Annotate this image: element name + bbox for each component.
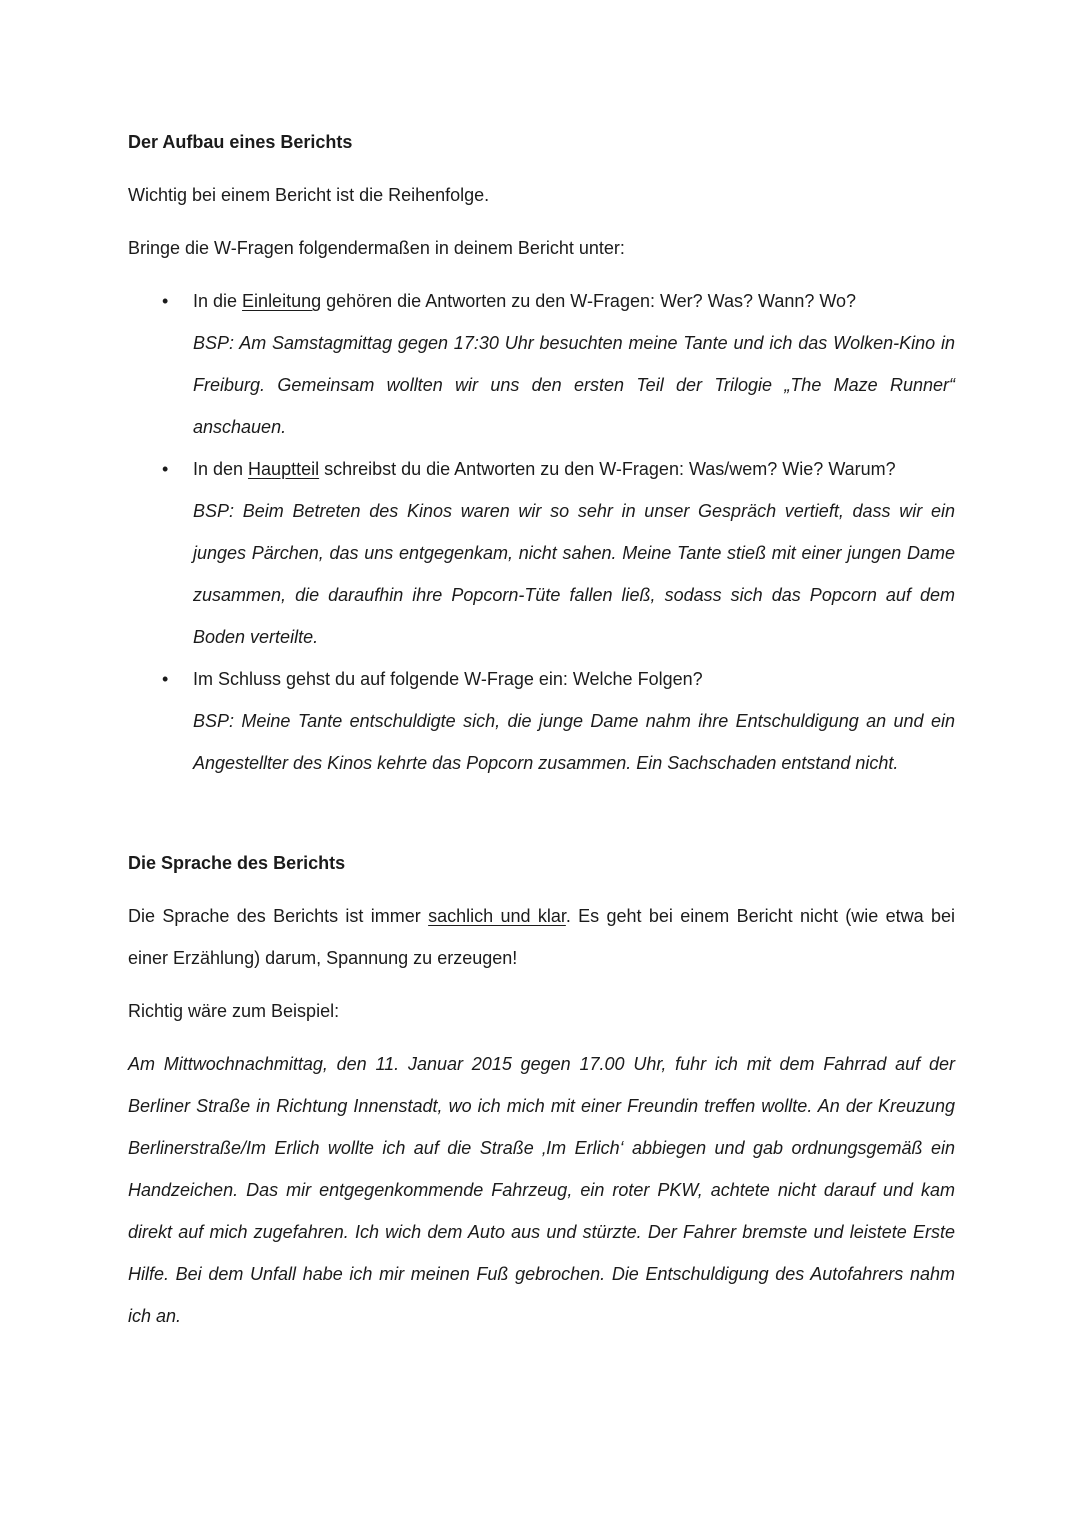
section1-paragraph-1: Wichtig bei einem Bericht ist die Reihenfolge. [128, 185, 490, 205]
list-item-lead: In die [193, 291, 243, 311]
section2-example-paragraph: Am Mittwochnachmittag, den 11. Januar 2015 gegen 17.00 Uhr, fuhr ich mit dem Fahrrad auf der Berliner Straße in Richtung Innenstadt, wo ich mich mit einer Freundin treffen wollte. An der Kreuzung Berlinerstraße/Im Erlich wollte ich auf die Straße ‚Im Erlich‘ abbiegen und gab ordnungsgemäß ein Handzeichen. Das mir entgegenkommende Fahrzeug, ein roter PKW, achtete nicht darauf und kam direkt auf mich zugefahren. Ich wich dem Auto aus und stürzte. Der Fahrer bremste und leistete Erste Hilfe. Bei dem Unfall habe ich mir meinen Fuß gebrochen. Die Entschuldigung des Autofahrers nahm ich an. [128, 1054, 955, 1326]
example-paragraph-hauptteil: BSP: Beim Betreten des Kinos waren wir so sehr in unser Gespräch vertieft, dass wir ein junges Pärchen, das uns entgegenkam, nicht sahen. Meine Tante stieß mit einer jungen Dame zusammen, die daraufhin ihre Popcorn-Tüte fallen ließ, sodass sich das Popcorn auf dem Boden verteilte. [193, 501, 955, 647]
list-item-einleitung [162, 280, 955, 448]
section2-paragraph-lead: Die Sprache des Berichts ist immer [128, 906, 429, 926]
section2-paragraph-rest: . Es geht bei einem Bericht nicht (wie etwa bei einer Erzählung) darum, Spannung zu erzeugen! [128, 906, 956, 968]
example-paragraph-schluss: BSP: Meine Tante entschuldigte sich, die junge Dame nahm ihre Entschuldigung an und ein Angestellter des Kinos kehrte das Popcorn zusammen. Ein Sachschaden entstand nicht. [193, 711, 955, 773]
list-item-rest: schreibst du die Antworten zu den W-Fragen: Was/wem? Wie? Warum? [319, 459, 896, 479]
section2-paragraph-1 [128, 895, 955, 979]
example-paragraph-einleitung: BSP: Am Samstagmittag gegen 17:30 Uhr besuchten meine Tante und ich das Wolken-Kino in Freiburg. Gemeinsam wollten wir uns den ersten Teil der Trilogie „The Maze Runner“ anschauen. [193, 333, 955, 437]
list-item-text [193, 280, 955, 322]
bullet-icon: • [162, 291, 169, 311]
section1-heading: Der Aufbau eines Berichts [128, 132, 353, 152]
list-item-rest: gehören die Antworten zu den W-Fragen: Wer? Was? Wann? Wo? [321, 291, 857, 311]
sachlich-und-klar-underlined-term: sachlich und klar [428, 906, 566, 926]
w-fragen-list [128, 280, 955, 784]
list-item-text [193, 658, 955, 700]
section2-heading: Die Sprache des Berichts [128, 853, 346, 873]
section1-paragraph-2: Bringe die W-Fragen folgendermaßen in deinem Bericht unter: [128, 238, 625, 258]
einleitung-underlined-term: Einleitung [242, 291, 322, 311]
bullet-icon: • [162, 459, 169, 479]
list-item-lead: In den [193, 459, 249, 479]
list-item-text [193, 448, 955, 490]
section2-paragraph-2: Richtig wäre zum Beispiel: [128, 1001, 340, 1021]
hauptteil-underlined-term: Hauptteil [248, 459, 320, 479]
list-item-lead: Im Schluss gehst du auf folgende W-Frage ein: Welche Folgen? [193, 669, 703, 689]
bullet-icon: • [162, 669, 169, 689]
list-item-schluss [162, 658, 955, 784]
list-item-hauptteil [162, 448, 955, 658]
